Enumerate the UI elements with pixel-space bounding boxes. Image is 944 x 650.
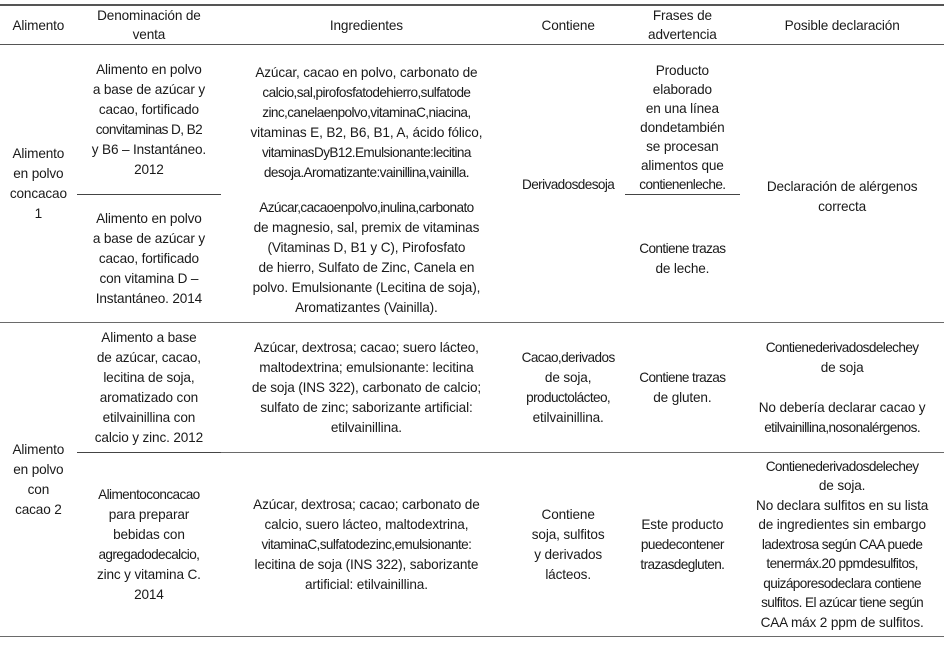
denominacion-cell: Alimento en polvo a base de azúcar y cacao, fortificado convitaminas D, B2 y B6 – Instantáneo. 2012 (77, 45, 221, 195)
denominacion-cell: Alimento en polvo a base de azúcar y cacao, fortificado con vitamina D – Instantáneo. 2014 (77, 195, 221, 323)
header-row (0, 5, 944, 45)
food-cell: Alimento en polvo concacao 1 (0, 45, 77, 323)
header-alimento: Alimento (0, 5, 77, 45)
contiene-cell: Cacao,derivados de soja, productolácteo, etilvainillina. (512, 323, 625, 453)
allergen-table (0, 4, 944, 637)
table-row (0, 45, 944, 195)
food-cell: Alimento en polvo con cacao 2 (0, 323, 77, 637)
posible-cell: Contienederivadosdelechey de soja No debería declarar cacao y etilvainillina,nosonalérgenos. (740, 323, 944, 453)
ingredientes-cell: Azúcar, cacao en polvo, carbonato de calcio,sal,pirofosfatodehierro,sulfatode zinc,canelaenpolvo,vitaminaC,niacina, vitaminas E, B2, B6, B1, A, ácido fólico, vitaminasDyB12.Emulsionante:lecitina desoja.Aromatizante:vainillina,vainilla. (250, 64, 483, 180)
ingredientes-cell: Azúcar,cacaoenpolvo,inulina,carbonato de magnesio, sal, premix de vitaminas (Vitaminas D, B1 y C), Pirofosfato de hierro, Sulfato de Zinc, Canela en polvo. Emulsionante (Lecitina de soja), Aromatizantes (Vainilla). (221, 195, 512, 323)
ingredientes-cell: Azúcar, dextrosa; cacao; carbonato de calcio, suero lácteo, maltodextrina, vitaminaC,sulfatodezinc,emulsionante: lecitina de soja (INS 322), saborizante artificial: etilvainillina. (221, 453, 512, 637)
ingredientes-cell: Azúcar, dextrosa; cacao; suero lácteo, maltodextrina; emulsionante: lecitina de soja (INS 322), carbonato de calcio; sulfato de zinc; saborizante artificial: etilvainillina. (221, 323, 512, 453)
table-row (0, 453, 944, 637)
header-denominacion: Denominación de venta (77, 5, 221, 45)
denominacion-cell: Alimento a base de azúcar, cacao, lecitina de soja, aromatizado con etilvainillina con calcio y zinc. 2012 (77, 323, 221, 453)
table-row (0, 323, 944, 453)
contiene-cell: Derivadosdesoja (512, 45, 625, 323)
contiene-cell: Contiene soja, sulfitos y derivados lácteos. (512, 453, 625, 637)
posible-cell: Contienederivadosdelechey de soja. No declara sulfitos en su lista de ingredientes sin embargo ladextrosa según CAA puede tenermáx.20 ppmdesulfitos, quizáporesodeclara contiene sulfitos. El azúcar tiene según CAA máx 2 ppm de sulfitos. (740, 453, 944, 637)
frases-cell: Producto elaborado en una línea dondetambién se procesan alimentos que contienenleche. (625, 45, 741, 195)
frases-cell: Contiene trazas de leche. (625, 195, 741, 323)
header-contiene: Contiene (512, 5, 625, 45)
posible-cell: Declaración de alérgenos correcta (740, 45, 944, 323)
header-frases: Frases de advertencia (625, 5, 741, 45)
header-posible: Posible declaración (740, 5, 944, 45)
header-ingredientes: Ingredientes (221, 5, 512, 45)
denominacion-cell: Alimentoconcacao para preparar bebidas con agregadodecalcio, zinc y vitamina C. 2014 (77, 453, 221, 637)
frases-cell: Contiene trazas de gluten. (625, 323, 741, 453)
frases-cell: Este producto puedecontener trazasdegluten. (625, 453, 741, 637)
